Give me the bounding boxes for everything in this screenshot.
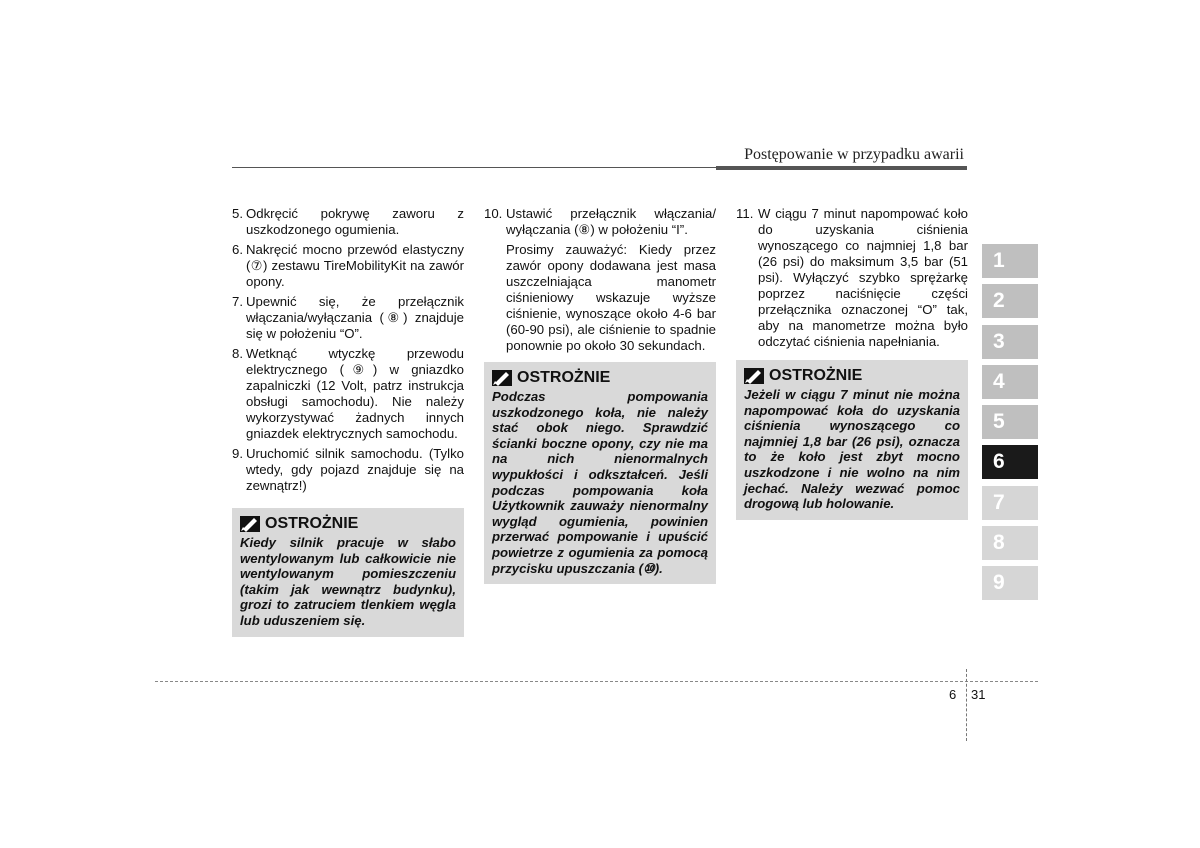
page-header-title: Postępowanie w przypadku awarii (744, 146, 964, 163)
caution-text: Kiedy silnik pracuje w słabo wentylowanym lub całkowicie nie wentylowanym pomieszczeniu (takim jak wewnątrz budynku), grozi to zatruciem tlenkiem węgla lub uduszeniem się. (240, 535, 456, 628)
step-note: Prosimy zauważyć: Kiedy przez zawór opony dodawana jest masa uszczelniająca manometr ciśnieniowy wskazuje wyższe ciśnienie, wynoszące około 4-6 bar (60-90 psi), ale ciśnienie to spadnie ponownie po około 30 sekundach. (506, 242, 716, 353)
caution-box (484, 362, 716, 584)
column-2 (484, 206, 716, 584)
column-3 (736, 206, 968, 520)
chapter-tab-4[interactable]: 4 (982, 365, 1038, 399)
caution-text: Podczas pompowania uszkodzonego koła, nie należy stać obok niego. Sprawdzić ścianki boczne opony, czy nie ma na nich nienormalnych wypukłości i odkształceń. Jeśli podczas pompowania koła Użytkownik zauważy nienormalny wygląd ogumienia, powinien przerwać pompowanie i upuścić powietrze z ogumienia za pomocą przycisku upuszczania (⑩). (492, 389, 708, 576)
step-7: 7. Upewnić się, że przełącznik włączania/wyłączania (⑧) znajduje się w położeniu “O”. (232, 294, 464, 341)
footer-page-number: 31 (971, 687, 986, 702)
footer-chapter-number: 6 (949, 687, 957, 702)
caution-pencil-icon (240, 516, 260, 532)
step-10: 10. Ustawić przełącznik włączania/ wyłączania (⑧) w położeniu “I”. (484, 206, 716, 237)
chapter-tab-7[interactable]: 7 (982, 486, 1038, 520)
caution-pencil-icon (744, 368, 764, 384)
step-5: 5. Odkręcić pokrywę zaworu z uszkodzonego ogumienia. (232, 206, 464, 237)
chapter-tab-2[interactable]: 2 (982, 284, 1038, 318)
step-8: 8. Wetknąć wtyczkę przewodu elektrycznego (⑨) w gniazdko zapalniczki (12 Volt, patrz instrukcja obsługi samochodu). Nie należy wykorzystywać żadnych innych gniazdek elektrycznych samochodu. (232, 346, 464, 441)
chapter-tab-8[interactable]: 8 (982, 526, 1038, 560)
step-6: 6. Nakręcić mocno przewód elastyczny (⑦) zestawu TireMobilityKit na zawór opony. (232, 242, 464, 289)
caution-title: OSTROŻNIE (517, 369, 611, 386)
caution-title: OSTROŻNIE (265, 515, 359, 532)
chapter-tab-5[interactable]: 5 (982, 405, 1038, 439)
column-1 (232, 206, 464, 637)
caution-box (232, 508, 464, 637)
caution-box (736, 360, 968, 520)
chapter-tab-3[interactable]: 3 (982, 325, 1038, 359)
header-rule-accent (716, 166, 967, 170)
caution-pencil-icon (492, 370, 512, 386)
footer-rule (155, 681, 1038, 682)
chapter-tab-9[interactable]: 9 (982, 566, 1038, 600)
step-9: 9. Uruchomić silnik samochodu. (Tylko wtedy, gdy pojazd znajduje się na zewnątrz!) (232, 446, 464, 493)
footer-divider (966, 669, 967, 741)
caution-text: Jeżeli w ciągu 7 minut nie można napompować koła do uzyskania ciśnienia wynoszącego co najmniej 1,8 bar (26 psi), oznacza to że koło jest zbyt mocno uszkodzone i nie wolno na nim jechać. Należy wezwać pomoc drogową lub holowanie. (744, 387, 960, 512)
caution-title: OSTROŻNIE (769, 367, 863, 384)
chapter-tab-1[interactable]: 1 (982, 244, 1038, 278)
chapter-tab-6[interactable]: 6 (982, 445, 1038, 479)
step-11: 11. W ciągu 7 minut napompować koło do uzyskania ciśnienia wynoszącego co najmniej 1,8 bar (26 psi) do maksimum 3,5 bar (51 psi). Wyłączyć szybko sprężarkę poprzez naciśnięcie części przełącznika oznaczonej “O” tak, aby na manometrze można było odczytać ciśnienia napełniania. (736, 206, 968, 349)
chapter-tabs (982, 244, 1038, 607)
